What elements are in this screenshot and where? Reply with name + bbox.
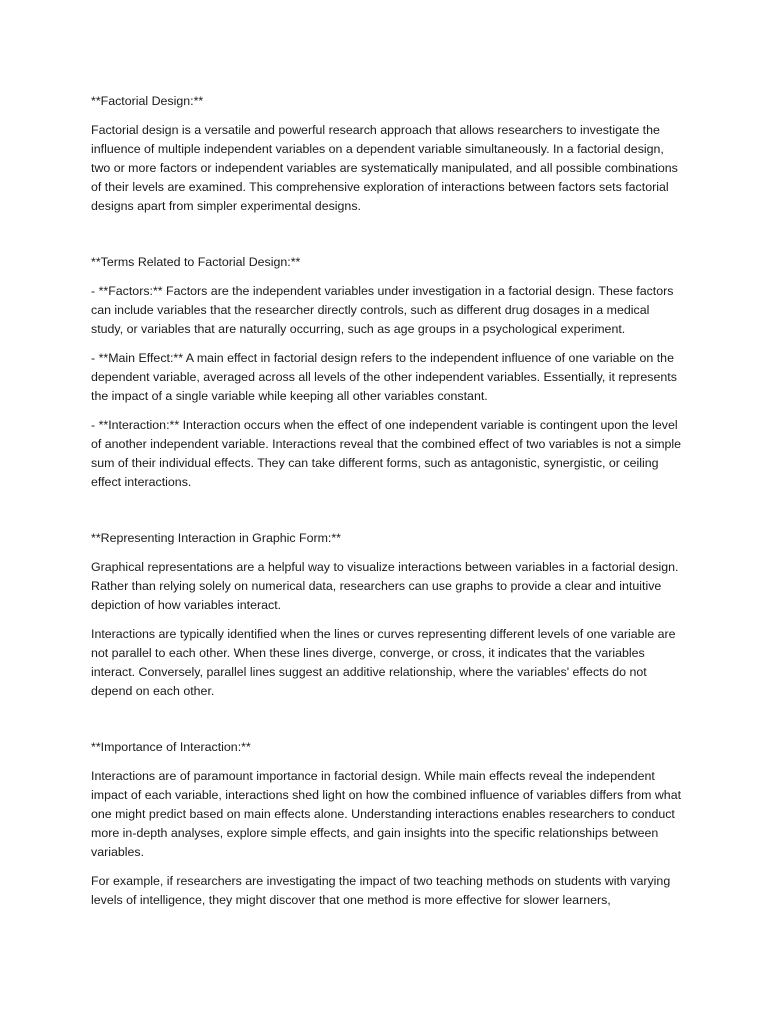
section-spacer (91, 502, 683, 529)
document-page (91, 92, 683, 920)
section-importance (91, 738, 683, 910)
paragraph: Interactions are typically identified when the lines or curves representing different levels of one variable are not parallel to each other. When these lines diverge, converge, or cross, it indicates that the variables interact. Conversely, parallel lines suggest an additive relationship, where the variables' effects do not depend on each other. (91, 627, 676, 698)
section-heading: **Factorial Design:** (91, 94, 204, 108)
section-graphic-form (91, 529, 683, 701)
section-terms (91, 253, 683, 492)
section-heading: **Importance of Interaction:** (91, 740, 251, 754)
paragraph: For example, if researchers are investigating the impact of two teaching methods on students with varying levels of intelligence, they might discover that one method is more effective for slower learners, (91, 874, 671, 907)
paragraph: Graphical representations are a helpful way to visualize interactions between variables in a factorial design. Rather than relying solely on numerical data, researchers can use graphs to provide a clear and intuitive depiction of how variables interact. (91, 560, 679, 612)
section-factorial-design (91, 92, 683, 216)
paragraph-factors: - **Factors:** Factors are the independent variables under investigation in a factorial design. These factors can include variables that the researcher directly controls, such as different drug dosages in a medical study, or variables that are naturally occurring, such as age groups in a psychological experiment. (91, 284, 674, 336)
paragraph-main-effect: - **Main Effect:** A main effect in factorial design refers to the independent influence of one variable on the dependent variable, averaged across all levels of the other independent variables. Essentially, it represents the impact of a single variable while keeping all other variables constant. (91, 351, 677, 403)
paragraph: Interactions are of paramount importance in factorial design. While main effects reveal the independent impact of each variable, interactions shed light on how the combined influence of variables differs from what one might predict based on main effects alone. Understanding interactions enables researchers to conduct more in-depth analyses, explore simple effects, and gain insights into the specific relationships between variables. (91, 769, 682, 859)
section-heading: **Terms Related to Factorial Design:** (91, 255, 301, 269)
paragraph: Factorial design is a versatile and powerful research approach that allows researchers to investigate the influence of multiple independent variables on a dependent variable simultaneously. In a factorial design, two or more factors or independent variables are systematically manipulated, and all possible combinations of their levels are examined. This comprehensive exploration of interactions between factors sets factorial designs apart from simpler experimental designs. (91, 123, 678, 213)
section-spacer (91, 226, 683, 253)
paragraph-interaction: - **Interaction:** Interaction occurs when the effect of one independent variable is contingent upon the level of another independent variable. Interactions reveal that the combined effect of two variables is not a simple sum of their individual effects. They can take different forms, such as antagonistic, synergistic, or ceiling effect interactions. (91, 418, 682, 489)
section-heading: **Representing Interaction in Graphic Form:** (91, 531, 341, 545)
section-spacer (91, 711, 683, 738)
